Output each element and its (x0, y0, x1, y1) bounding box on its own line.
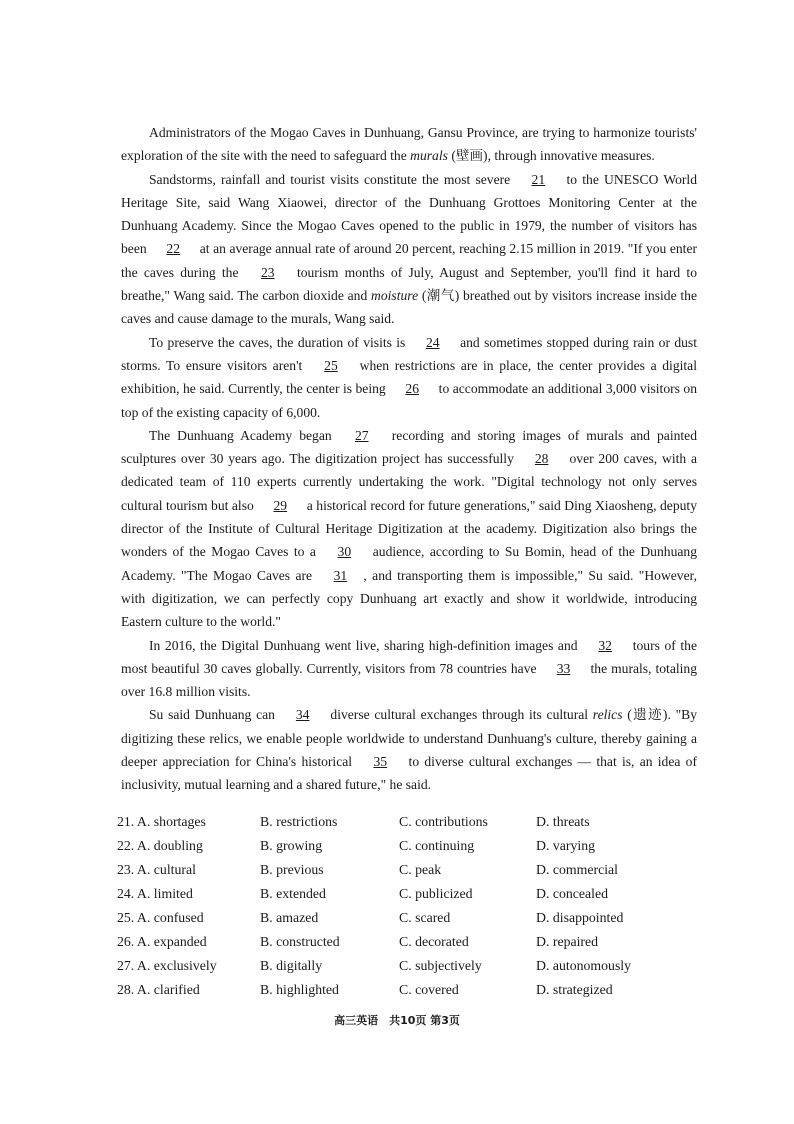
option-d: D. strategized (536, 982, 613, 997)
paragraph-5 (121, 634, 697, 704)
text: when restrictions are in place, the center provides a digital exhibition, he said. Currently, the center is being (121, 357, 697, 397)
option-row-25 (117, 906, 697, 930)
blank-28: 28 (534, 451, 549, 467)
text: audience, according to Su Bomin, head of the Dunhuang Academy. "The Mogao Caves are (121, 544, 697, 583)
option-b: B. highlighted (260, 982, 339, 997)
text: to accommodate an additional 3,000 visitors on top of the existing capacity of 6,000. (121, 381, 698, 420)
text: The Dunhuang Academy began (149, 427, 339, 443)
option-a: 26. A. expanded (117, 934, 207, 949)
option-b: B. growing (260, 838, 323, 853)
option-a: 28. A. clarified (117, 982, 200, 997)
blank-30: 30 (337, 544, 352, 560)
option-a: 23. A. cultural (117, 862, 196, 877)
text: over 200 caves, with a dedicated team of 110 experts currently undertaking the work. "Digital technology not only serves cultural tourism but also (121, 451, 697, 513)
option-row-24 (117, 882, 697, 906)
option-a: 22. A. doubling (117, 838, 203, 853)
text: Administrators of the Mogao Caves in Dunhuang, Gansu Province, are trying to harmonize tourists' exploration of the site with the need to safeguard the (121, 125, 697, 164)
paragraph-4 (121, 424, 697, 634)
option-b: B. restrictions (260, 814, 338, 829)
option-d: D. autonomously (536, 958, 632, 973)
blank-26: 26 (405, 381, 419, 397)
blank-22: 22 (166, 241, 180, 257)
italic-term: moisture (371, 288, 419, 304)
text: the murals, totaling over 16.8 million visits. (121, 660, 698, 700)
option-c: C. peak (399, 862, 442, 877)
text: , and transporting them is impossible," Su said. "However, with digitization, we can perfectly copy Dunhuang art exactly and show it worldwide, introducing Eastern culture to the world." (121, 567, 698, 630)
text: Sandstorms, rainfall and tourist visits constitute the most severe (149, 171, 516, 187)
text: To preserve the caves, the duration of visits is (149, 334, 410, 350)
option-row-27 (117, 954, 697, 978)
option-row-23 (117, 858, 697, 882)
paragraph-6 (121, 703, 697, 796)
blank-34: 34 (295, 707, 310, 723)
option-c: C. continuing (399, 838, 475, 853)
text: tourism months of July, August and September, you'll find it hard to breathe," Wang said. The carbon dioxide and (121, 264, 697, 304)
option-a: 27. A. exclusively (117, 958, 217, 973)
blank-24: 24 (425, 334, 440, 350)
text: to diverse cultural exchanges — that is, an idea of inclusivity, mutual learning and a shared future," he said. (121, 754, 697, 793)
option-c: C. covered (399, 982, 459, 997)
italic-term: relics (592, 707, 623, 723)
text: to the UNESCO World Heritage Site, said Wang Xiaowei, director of the Dunhuang Grottoes Monitoring Center at the Dunhuang Academy. Since the Mogao Caves opened to the public in 1979, the number of visitors has been (121, 171, 697, 257)
text: and sometimes stopped during rain or dust storms. To ensure visitors aren't (121, 334, 697, 373)
option-row-28 (117, 978, 697, 1002)
text: recording and storing images of murals and painted sculptures over 30 years ago. The digitization project has successfully (121, 427, 697, 467)
option-b: B. digitally (260, 958, 323, 973)
option-d: D. varying (536, 838, 596, 853)
text: (壁画), through innovative measures. (447, 148, 655, 164)
text: at an average annual rate of around 20 percent, reaching 2.15 million in 2019. "If you enter the caves during the (121, 241, 698, 280)
option-b: B. constructed (260, 934, 340, 949)
option-c: C. publicized (399, 886, 473, 901)
option-c: C. contributions (399, 814, 488, 829)
answer-options (117, 810, 697, 1002)
page-footer: 高三英语 共10页 第3页 (334, 1014, 460, 1027)
option-d: D. disappointed (536, 910, 624, 925)
option-row-21 (117, 810, 697, 834)
option-b: B. amazed (260, 910, 319, 925)
option-b: B. previous (260, 862, 324, 877)
text: a historical record for future generations," said Ding Xiaosheng, deputy director of the Institute of Cultural Heritage Digitization at the academy. Digitization also brings the wonders of the Mogao Caves to a (121, 497, 698, 560)
paragraph-2 (121, 168, 697, 331)
blank-23: 23 (260, 264, 275, 280)
option-c: C. decorated (399, 934, 469, 949)
text: (潮气) breathed out by visitors increase inside the caves and cause damage to the murals, Wang said. (121, 288, 697, 327)
option-d: D. repaired (536, 934, 599, 949)
option-c: C. scared (399, 910, 451, 925)
option-row-26 (117, 930, 697, 954)
paragraph-1 (121, 121, 697, 168)
option-a: 24. A. limited (117, 886, 193, 901)
option-a: 25. A. confused (117, 910, 204, 925)
option-d: D. threats (536, 814, 590, 829)
option-c: C. subjectively (399, 958, 482, 973)
blank-25: 25 (324, 357, 338, 373)
option-d: D. commercial (536, 862, 618, 877)
text: (遗迹). "By digitizing these relics, we enable people worldwide to understand Dunhuang's culture, thereby gaining a deeper appreciation for China's historical (121, 707, 697, 770)
blank-27: 27 (354, 427, 369, 443)
text: Su said Dunhuang can (149, 707, 280, 723)
blank-32: 32 (598, 637, 612, 653)
option-d: D. concealed (536, 886, 609, 901)
blank-29: 29 (273, 497, 288, 513)
option-row-22 (117, 834, 697, 858)
text: tours of the most beautiful 30 caves globally. Currently, visitors from 78 countries have (121, 637, 697, 676)
blank-35: 35 (373, 754, 388, 770)
blank-21: 21 (531, 171, 546, 187)
text: diverse cultural exchanges through its cultural (325, 707, 593, 723)
italic-term: murals (410, 148, 448, 164)
option-b: B. extended (260, 886, 326, 901)
option-a: 21. A. shortages (117, 814, 206, 829)
reading-passage (121, 121, 697, 797)
blank-31: 31 (333, 567, 348, 583)
paragraph-3 (121, 331, 697, 424)
blank-33: 33 (556, 660, 571, 676)
text: In 2016, the Digital Dunhuang went live, sharing high-definition images and (149, 637, 583, 653)
